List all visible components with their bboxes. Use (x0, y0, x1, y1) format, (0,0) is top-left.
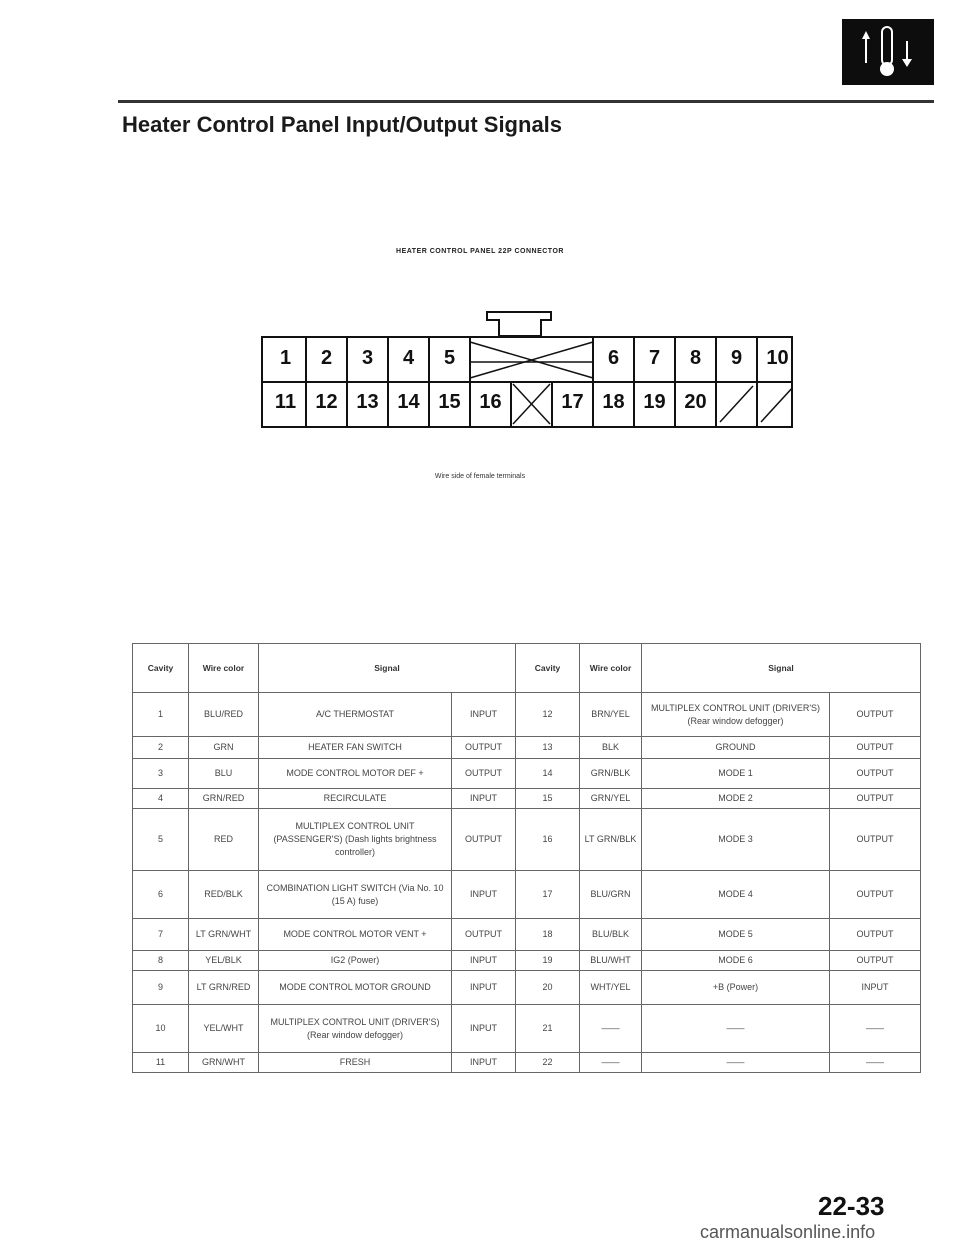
cavity-cell: 4 (133, 789, 189, 809)
wire-color-cell: RED (189, 809, 259, 871)
cavity-cell: 7 (133, 919, 189, 951)
connector-pin: 13 (356, 391, 379, 413)
io-type-cell: INPUT (452, 789, 516, 809)
io-type-cell: INPUT (830, 971, 921, 1005)
signal-cell: —— (642, 1053, 830, 1073)
cavity-cell: 10 (133, 1005, 189, 1053)
wire-color-cell: RED/BLK (189, 871, 259, 919)
cavity-cell: 19 (516, 951, 580, 971)
signal-cell: FRESH (259, 1053, 452, 1073)
signal-cell: HEATER FAN SWITCH (259, 737, 452, 759)
cavity-cell: 8 (133, 951, 189, 971)
table-row (133, 789, 921, 809)
wire-color-cell: LT GRN/RED (189, 971, 259, 1005)
wire-color-cell: —— (580, 1053, 642, 1073)
connector-pin: 18 (602, 391, 625, 413)
cavity-cell: 20 (516, 971, 580, 1005)
connector-pin: 14 (397, 391, 420, 413)
table-row (133, 1053, 921, 1073)
wire-color-cell: BRN/YEL (580, 693, 642, 737)
cavity-cell: 14 (516, 759, 580, 789)
signal-cell: COMBINATION LIGHT SWITCH (Via No. 10 (15 A) fuse) (259, 871, 452, 919)
cavity-cell: 2 (133, 737, 189, 759)
signal-cell: MODE 3 (642, 809, 830, 871)
io-type-cell: INPUT (452, 1053, 516, 1073)
io-type-cell: OUTPUT (830, 951, 921, 971)
signal-cell: —— (642, 1005, 830, 1053)
cavity-cell: 17 (516, 871, 580, 919)
cavity-cell: 12 (516, 693, 580, 737)
connector-pin: 2 (320, 347, 333, 369)
connector-pin: 12 (315, 391, 338, 413)
table-row (133, 759, 921, 789)
table-row (133, 871, 921, 919)
signal-cell: MODE CONTROL MOTOR VENT + (259, 919, 452, 951)
io-type-cell: OUTPUT (452, 809, 516, 871)
wire-color-cell: GRN/BLK (580, 759, 642, 789)
signal-cell: RECIRCULATE (259, 789, 452, 809)
heater-section-icon (842, 19, 934, 85)
io-type-cell: INPUT (452, 951, 516, 971)
signal-cell: MODE CONTROL MOTOR GROUND (259, 971, 452, 1005)
io-type-cell: OUTPUT (830, 759, 921, 789)
connector-pin: 19 (643, 391, 666, 413)
io-type-cell: OUTPUT (452, 919, 516, 951)
wire-color-cell: BLU/RED (189, 693, 259, 737)
watermark: carmanualsonline.info (700, 1222, 876, 1242)
signal-cell: MULTIPLEX CONTROL UNIT (DRIVER'S) (Rear window defogger) (642, 693, 830, 737)
wire-color-cell: BLU/WHT (580, 951, 642, 971)
connector-pin: 10 (766, 347, 789, 369)
cavity-cell: 9 (133, 971, 189, 1005)
cavity-cell: 16 (516, 809, 580, 871)
cavity-cell: 5 (133, 809, 189, 871)
wire-color-cell: YEL/WHT (189, 1005, 259, 1053)
cavity-cell: 6 (133, 871, 189, 919)
wire-color-cell: WHT/YEL (580, 971, 642, 1005)
io-type-cell: OUTPUT (830, 737, 921, 759)
cavity-cell: 3 (133, 759, 189, 789)
signal-cell: GROUND (642, 737, 830, 759)
page-number: 22-33 (818, 1191, 885, 1221)
cavity-cell: 15 (516, 789, 580, 809)
connector-title: HEATER CONTROL PANEL 22P CONNECTOR (396, 248, 564, 255)
connector-pin: 6 (607, 347, 620, 369)
cavity-cell: 22 (516, 1053, 580, 1073)
cavity-cell: 21 (516, 1005, 580, 1053)
signal-cell: MODE 5 (642, 919, 830, 951)
table-row (133, 693, 921, 737)
connector-pin: 11 (274, 391, 297, 413)
signal-cell: MODE 4 (642, 871, 830, 919)
header-cavity: Cavity (516, 644, 580, 693)
wire-color-cell: GRN/YEL (580, 789, 642, 809)
io-type-cell: OUTPUT (452, 737, 516, 759)
signal-cell: MODE 2 (642, 789, 830, 809)
page-title: Heater Control Panel Input/Output Signals (122, 112, 563, 137)
connector-pin: 3 (361, 347, 374, 369)
wire-color-cell: GRN (189, 737, 259, 759)
header-wire-color: Wire color (580, 644, 642, 693)
wire-color-cell: GRN/WHT (189, 1053, 259, 1073)
connector-pin: 8 (689, 347, 702, 369)
signal-table (132, 643, 921, 1073)
wire-color-cell: YEL/BLK (189, 951, 259, 971)
connector-pin: 1 (279, 347, 292, 369)
table-header-row (133, 644, 921, 693)
header-signal: Signal (642, 644, 921, 693)
connector-pin: 7 (648, 347, 661, 369)
wire-color-cell: BLU/BLK (580, 919, 642, 951)
cavity-cell: 13 (516, 737, 580, 759)
wire-color-cell: GRN/RED (189, 789, 259, 809)
cavity-cell: 1 (133, 693, 189, 737)
wire-side-note: Wire side of female terminals (434, 473, 526, 480)
cavity-cell: 11 (133, 1053, 189, 1073)
cavity-cell: 18 (516, 919, 580, 951)
io-type-cell: OUTPUT (830, 871, 921, 919)
signal-cell: A/C THERMOSTAT (259, 693, 452, 737)
header-cavity: Cavity (133, 644, 189, 693)
connector-pin: 9 (730, 347, 743, 369)
wire-color-cell: BLU (189, 759, 259, 789)
signal-cell: MULTIPLEX CONTROL UNIT (PASSENGER'S) (Dash lights brightness controller) (259, 809, 452, 871)
wire-color-cell: BLU/GRN (580, 871, 642, 919)
io-type-cell: OUTPUT (830, 693, 921, 737)
signal-cell: MULTIPLEX CONTROL UNIT (DRIVER'S) (Rear window defogger) (259, 1005, 452, 1053)
io-type-cell: —— (830, 1005, 921, 1053)
header-rule (118, 100, 934, 103)
header-signal: Signal (259, 644, 516, 693)
io-type-cell: INPUT (452, 871, 516, 919)
signal-cell: MODE 6 (642, 951, 830, 971)
connector-diagram (261, 336, 793, 428)
wire-color-cell: LT GRN/WHT (189, 919, 259, 951)
table-row (133, 951, 921, 971)
table-row (133, 737, 921, 759)
io-type-cell: OUTPUT (830, 919, 921, 951)
io-type-cell: OUTPUT (452, 759, 516, 789)
connector-pin: 15 (438, 391, 461, 413)
io-type-cell: OUTPUT (830, 789, 921, 809)
table-row (133, 1005, 921, 1053)
io-type-cell: INPUT (452, 971, 516, 1005)
connector-pin: 17 (561, 391, 584, 413)
wire-color-cell: LT GRN/BLK (580, 809, 642, 871)
signal-cell: MODE CONTROL MOTOR DEF + (259, 759, 452, 789)
connector-pin: 20 (684, 391, 707, 413)
connector-pin: 16 (479, 391, 502, 413)
connector-pin: 5 (443, 347, 456, 369)
signal-cell: +B (Power) (642, 971, 830, 1005)
wire-color-cell: —— (580, 1005, 642, 1053)
signal-cell: IG2 (Power) (259, 951, 452, 971)
signal-cell: MODE 1 (642, 759, 830, 789)
io-type-cell: INPUT (452, 1005, 516, 1053)
table-row (133, 971, 921, 1005)
connector-pin: 4 (402, 347, 415, 369)
io-type-cell: INPUT (452, 693, 516, 737)
wire-color-cell: BLK (580, 737, 642, 759)
header-wire-color: Wire color (189, 644, 259, 693)
table-row (133, 809, 921, 871)
io-type-cell: —— (830, 1053, 921, 1073)
table-row (133, 919, 921, 951)
io-type-cell: OUTPUT (830, 809, 921, 871)
